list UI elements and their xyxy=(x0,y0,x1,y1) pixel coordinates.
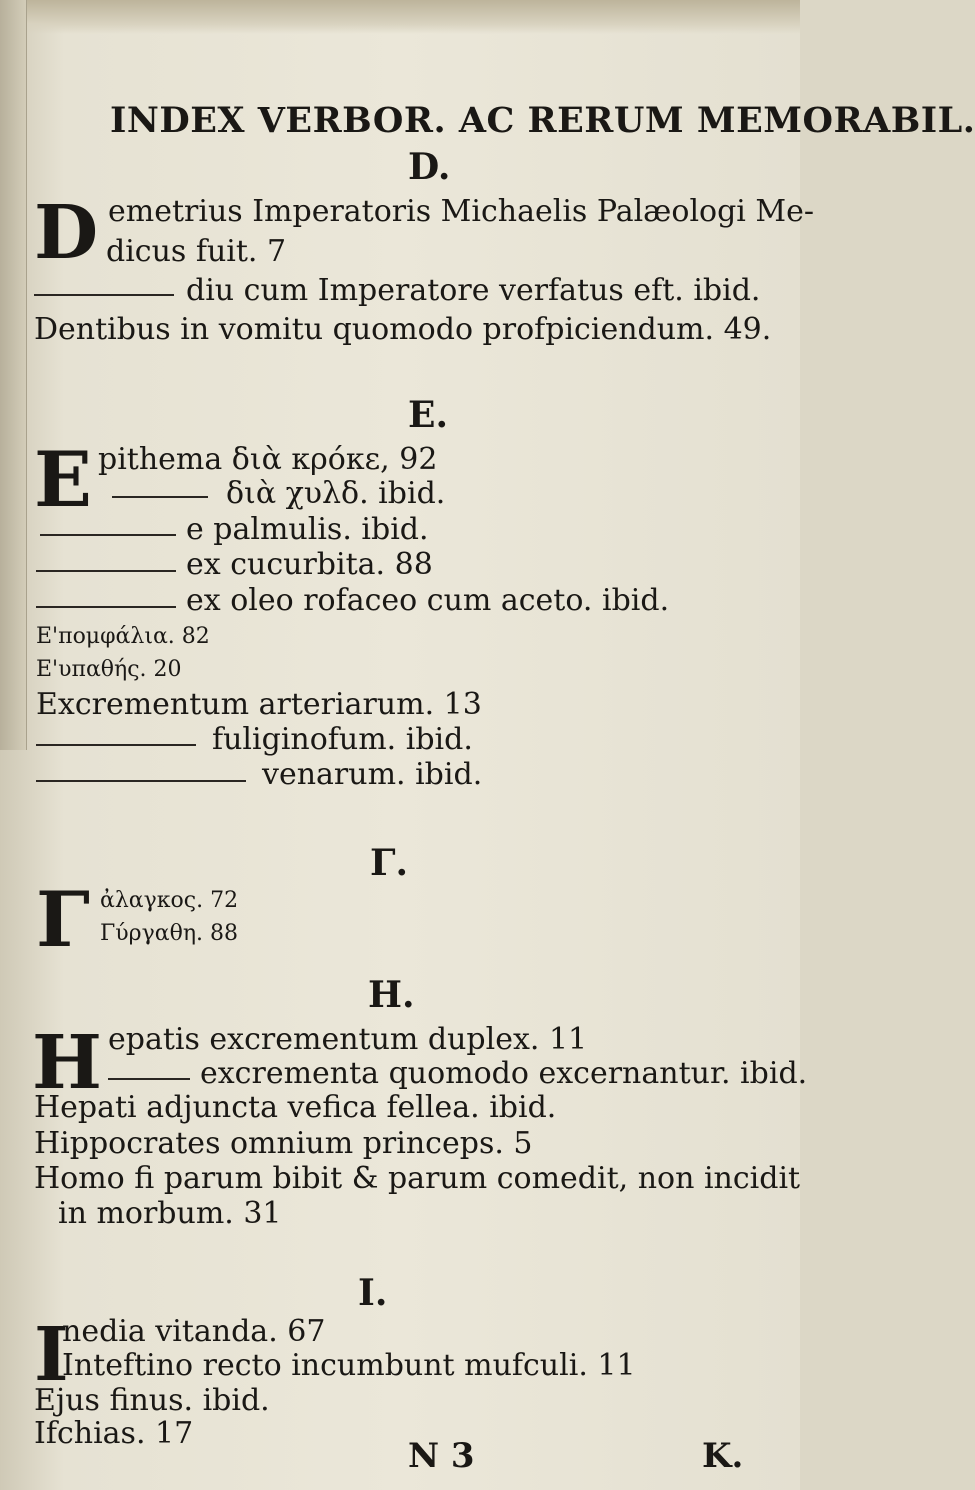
section-letter-i: I. xyxy=(358,1272,388,1314)
entry-line: Γύργαθη. 88 xyxy=(100,921,238,946)
ditto-rule xyxy=(108,1078,190,1080)
running-header: INDEX VERBOR. AC RERUM MEMORABIL. xyxy=(110,100,975,141)
entry-line: Ε'υπαθής. 20 xyxy=(36,657,182,682)
entry-line: διὰ χυλδ. ibid. xyxy=(226,476,446,511)
section-letter-e: E. xyxy=(408,394,448,436)
entry-line: e palmulis. ibid. xyxy=(186,512,429,547)
page-gutter xyxy=(0,0,27,750)
entry-line: Ejus finus. ibid. xyxy=(34,1383,270,1418)
drop-cap-gamma: Γ xyxy=(36,875,90,964)
section-letter-h: H. xyxy=(368,974,415,1016)
ditto-rule xyxy=(36,570,176,572)
entry-line: Homo fi parum bibit & parum comedit, non incidit xyxy=(34,1161,801,1196)
ditto-rule xyxy=(34,294,174,296)
drop-cap-h: H xyxy=(32,1020,102,1106)
entry-line: Ε'πομφάλια. 82 xyxy=(36,624,210,649)
entry-line: ex cucurbita. 88 xyxy=(186,547,433,582)
entry-line: Inteftino recto incumbunt mufculi. 11 xyxy=(62,1348,636,1383)
section-letter-d: D. xyxy=(408,146,451,188)
drop-cap-e: E xyxy=(34,435,92,524)
entry-line: Hippocrates omnium princeps. 5 xyxy=(34,1126,533,1161)
ditto-rule xyxy=(36,606,176,608)
entry-line: emetrius Imperatoris Michaelis Palæologi Me- xyxy=(108,194,815,229)
entry-line: pithema διὰ κρόκε, 92 xyxy=(98,442,438,477)
entry-line: ex oleo rofaceo cum aceto. ibid. xyxy=(186,583,670,618)
section-letter-gamma: Γ. xyxy=(370,842,409,884)
drop-cap-i: I xyxy=(34,1312,69,1398)
ditto-rule xyxy=(40,534,176,536)
entry-line: ἀλαγκος. 72 xyxy=(100,888,239,913)
page-top-edge xyxy=(0,0,800,34)
catchword: K. xyxy=(702,1436,744,1476)
signature-mark: N 3 xyxy=(408,1436,475,1476)
entry-line: fuliginofum. ibid. xyxy=(212,722,473,757)
entry-line: dicus fuit. 7 xyxy=(106,234,287,269)
entry-line: excrementa quomodo excernantur. ibid. xyxy=(200,1056,808,1091)
entry-line: epatis excrementum duplex. 11 xyxy=(108,1022,588,1057)
ditto-rule xyxy=(112,496,208,498)
ditto-rule xyxy=(36,780,246,782)
ditto-rule xyxy=(36,744,196,746)
entry-line: Dentibus in vomitu quomodo profpiciendum. 49. xyxy=(34,312,772,347)
entry-line: Ifchias. 17 xyxy=(34,1416,194,1451)
entry-line: Hepati adjuncta vefica fellea. ibid. xyxy=(34,1090,557,1125)
entry-line: diu cum Imperatore verfatus eft. ibid. xyxy=(186,273,761,308)
entry-line: venarum. ibid. xyxy=(262,757,483,792)
drop-cap-d: D xyxy=(34,190,99,276)
entry-line: in morbum. 31 xyxy=(58,1196,282,1231)
entry-line: Excrementum arteriarum. 13 xyxy=(36,687,482,722)
entry-line: nedia vitanda. 67 xyxy=(62,1314,326,1349)
